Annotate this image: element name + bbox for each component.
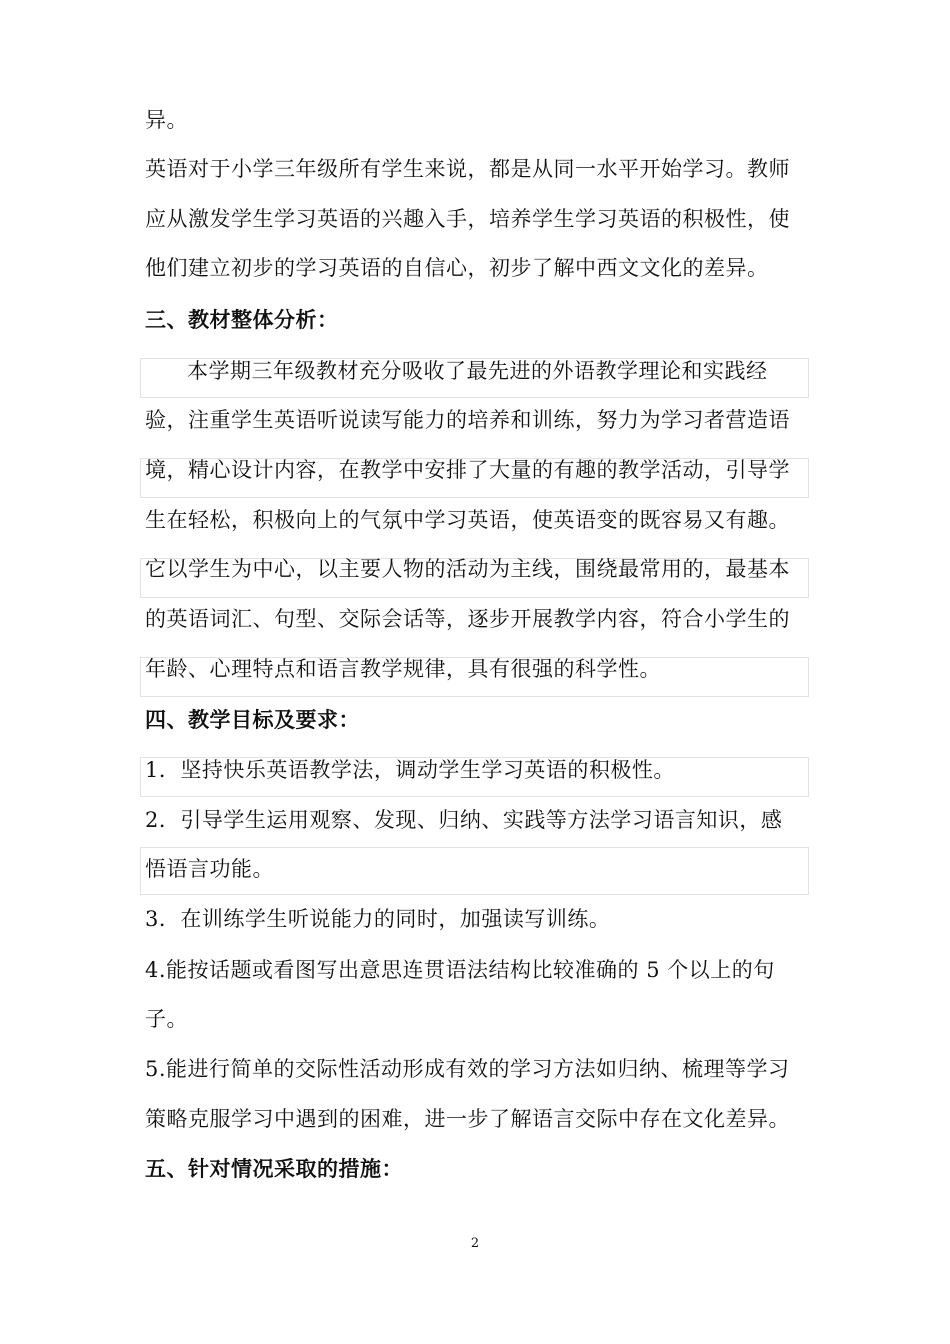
intro-line-4: 他们建立初步的学习英语的自信心，初步了解中西文文化的差异。 <box>145 256 769 280</box>
intro-line-1: 异。 <box>145 108 188 132</box>
section-3-paragraph-line: 它以学生为中心，以主要人物的活动为主线，围绕最常用的，最基本 <box>145 557 790 581</box>
page-number: 2 <box>470 1236 480 1251</box>
section-3-paragraph-line: 本学期三年级教材充分吸收了最先进的外语教学理论和实践经 <box>187 359 768 383</box>
section-3-paragraph-line: 生在轻松，积极向上的气氛中学习英语，使英语变的既容易又有趣。 <box>145 508 790 532</box>
goal-item-2-cont: 悟语言功能。 <box>145 857 274 881</box>
goal-item-4-cont: 子。 <box>145 1007 188 1031</box>
section-3-paragraph-line: 的英语词汇、句型、交际会话等，逐步开展教学内容，符合小学生的 <box>145 607 790 631</box>
goal-item-1: 1．坚持快乐英语教学法，调动学生学习英语的积极性。 <box>145 758 675 782</box>
goal-item-3: 3．在训练学生听说能力的同时，加强读写训练。 <box>145 907 611 931</box>
section-3-heading: 三、教材整体分析： <box>145 307 339 332</box>
intro-line-2: 英语对于小学三年级所有学生来说，都是从同一水平开始学习。教师 <box>145 157 790 181</box>
section-5-heading: 五、针对情况采取的措施： <box>145 1156 403 1181</box>
goal-item-5: 5.能进行简单的交际性活动形成有效的学习方法如归纳、梳理等学习 <box>145 1057 790 1081</box>
goal-item-4: 4.能按话题或看图写出意思连贯语法结构比较准确的 5 个以上的句 <box>145 958 775 982</box>
section-3-paragraph-line: 验，注重学生英语听说读写能力的培养和训练，努力为学习者营造语 <box>145 408 790 432</box>
goal-item-5-cont: 策略克服学习中遇到的困难，进一步了解语言交际中存在文化差异。 <box>145 1107 790 1131</box>
intro-line-3: 应从激发学生学习英语的兴趣入手，培养学生学习英语的积极性，使 <box>145 207 790 231</box>
section-3-paragraph-line: 境，精心设计内容，在教学中安排了大量的有趣的教学活动，引导学 <box>145 458 790 482</box>
section-4-heading: 四、教学目标及要求： <box>145 707 360 732</box>
section-3-paragraph-line: 年龄、心理特点和语言教学规律，具有很强的科学性。 <box>145 657 661 681</box>
goal-item-2: 2．引导学生运用观察、发现、归纳、实践等方法学习语言知识，感 <box>145 808 783 832</box>
